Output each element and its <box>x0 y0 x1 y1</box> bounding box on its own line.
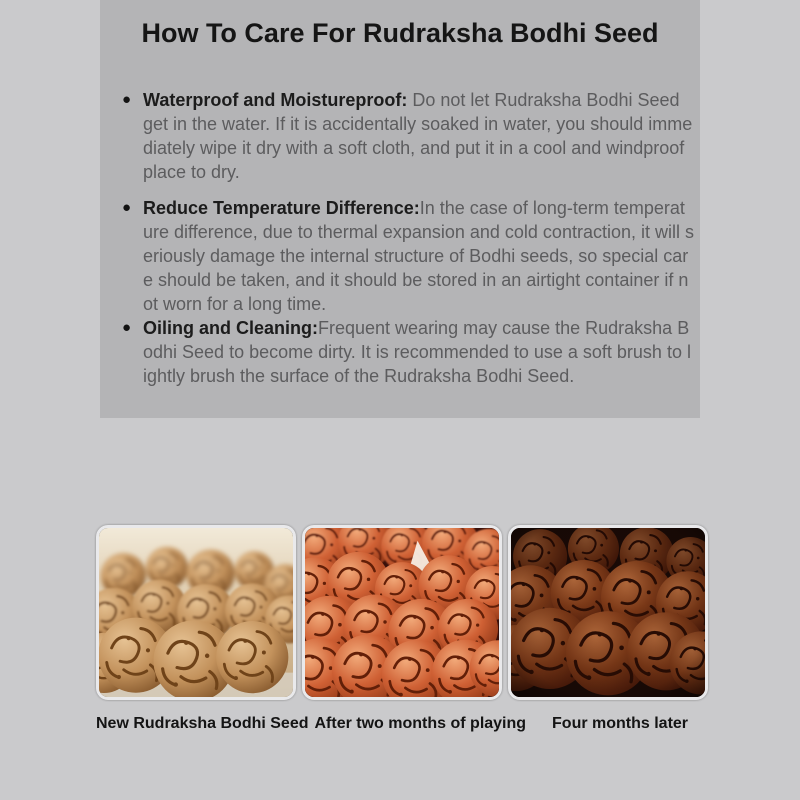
care-item-oiling <box>122 316 694 388</box>
care-item-lead: Oiling and Cleaning: <box>143 318 318 338</box>
photo-after-two-months <box>302 525 502 700</box>
bullet-icon: ● <box>122 199 132 216</box>
care-item-lead: Reduce Temperature Difference: <box>143 198 420 218</box>
panel-title: How To Care For Rudraksha Bodhi Seed <box>141 18 659 48</box>
two-months-photo-image <box>305 528 499 697</box>
care-panel <box>100 0 700 418</box>
caption-new-seed: New Rudraksha Bodhi Seed <box>96 715 309 732</box>
photo-captions <box>96 713 708 735</box>
care-item-temperature <box>122 196 694 316</box>
care-items <box>100 88 700 388</box>
four-months-photo-image <box>511 528 705 697</box>
bullet-icon: ● <box>122 91 132 108</box>
care-item-body: Frequent wearing may cause the Rudraksha Bodhi Seed to become dirty. It is recommended to use a soft brush to lightly brush the surface of the Rudraksha Bodhi Seed. <box>143 318 691 386</box>
caption-two-months: After two months of playing <box>314 715 527 732</box>
care-item-body: In the case of long-term temperature difference, due to thermal expansion and cold contraction, it will seriously damage the internal structure of Bodhi seeds, so special care should be taken, and it should be stored in an airtight container if not worn for a long time. <box>143 198 694 314</box>
care-item-lead: Waterproof and Moistureproof: <box>143 90 413 110</box>
new-seed-photo-image <box>99 528 293 697</box>
bullet-icon: ● <box>122 319 132 336</box>
photo-new-rudraksha-seed <box>96 525 296 700</box>
caption-four-months: Four months later <box>552 715 689 732</box>
care-item-body: Do not let Rudraksha Bodhi Seed get in the water. If it is accidentally soaked in water, you should immediately wipe it dry with a soft cloth, and put it in a cool and windproof place to dry. <box>143 90 693 182</box>
care-item-waterproof <box>122 88 694 184</box>
photo-four-months-later <box>508 525 708 700</box>
photo-gallery <box>96 525 708 700</box>
